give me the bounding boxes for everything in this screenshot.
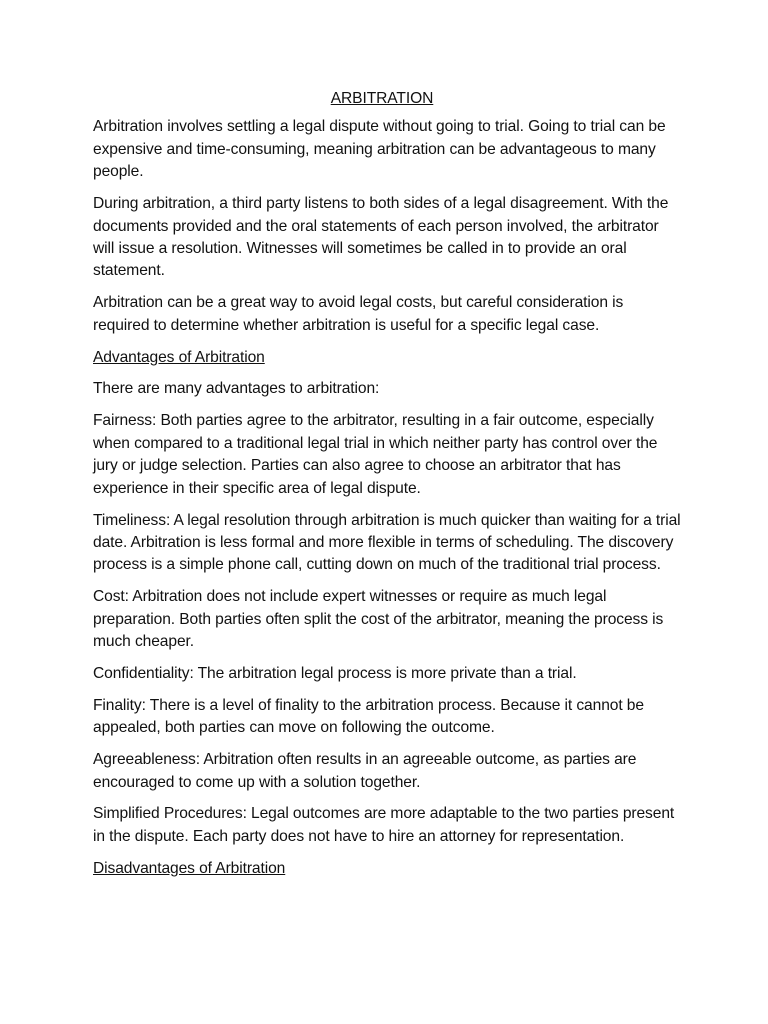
intro-paragraph: Arbitration can be a great way to avoid legal costs, but careful consideration is required to determine whether arbitration is useful for a specific legal case. xyxy=(93,294,624,334)
advantage-item-fairness: Fairness: Both parties agree to the arbitrator, resulting in a fair outcome, especially when compared to a traditional legal trial in which neither party has control over the jury or judge selection. Parties can also agree to choose an arbitrator that has experience in their specific area of legal dispute. xyxy=(93,412,658,497)
advantage-item-agreeableness: Agreeableness: Arbitration often results in an agreeable outcome, as parties are encouraged to come up with a solution together. xyxy=(93,751,637,791)
advantage-item-confidentiality: Confidentiality: The arbitration legal process is more private than a trial. xyxy=(93,664,577,682)
advantage-item-finality: Finality: There is a level of finality to the arbitration process. Because it cannot be appealed, both parties can move on following the outcome. xyxy=(93,696,644,737)
advantage-item-simplified-procedures: Simplified Procedures: Legal outcomes are more adaptable to the two parties present in the dispute. Each party does not have to hire an attorney for representation. xyxy=(93,805,675,845)
advantages-heading: Advantages of Arbitration xyxy=(93,348,265,366)
intro-paragraph: Arbitration involves settling a legal dispute without going to trial. Going to trial can be expensive and time-consuming, meaning arbitration can be advantageous to many people. xyxy=(93,118,666,181)
disadvantages-heading: Disadvantages of Arbitration xyxy=(93,859,286,877)
advantage-item-cost: Cost: Arbitration does not include expert witnesses or require as much legal preparation. Both parties often split the cost of the arbitrator, meaning the process is much cheaper. xyxy=(93,588,664,651)
advantage-item-timeliness: Timeliness: A legal resolution through arbitration is much quicker than waiting for a trial date. Arbitration is less formal and more flexible in terms of scheduling. The discovery process is a simple phone call, cutting down on much of the traditional trial process. xyxy=(93,511,681,574)
intro-paragraph: During arbitration, a third party listens to both sides of a legal disagreement. With the documents provided and the oral statements of each person involved, the arbitrator will issue a resolution. Witnesses will sometimes be called in to provide an oral statement. xyxy=(93,195,669,280)
advantages-intro: There are many advantages to arbitration: xyxy=(93,380,380,398)
document-title: ARBITRATION xyxy=(330,90,434,107)
document-page xyxy=(93,88,683,890)
